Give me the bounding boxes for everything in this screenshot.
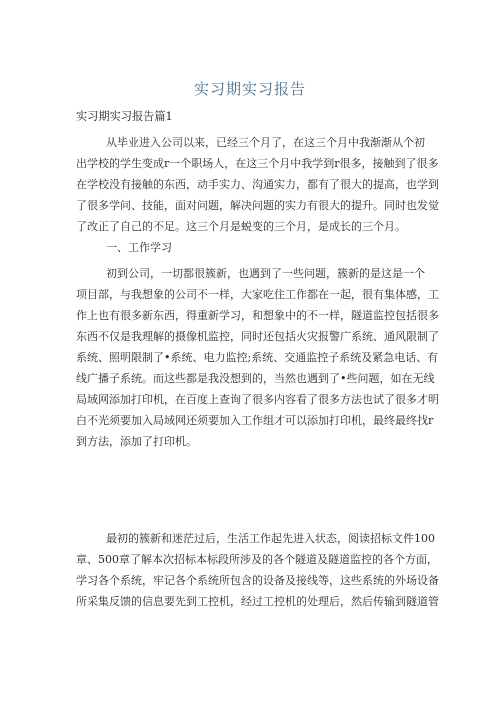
document-subtitle: 实习期实习报告篇1: [76, 110, 173, 123]
paragraph-line: 在学校没有接触的东西，动手实力、沟通实力，都有了很大的提高，也学到: [76, 178, 439, 191]
paragraph-line: 项目部，与我想象的公司不一样，大家吃住工作都在一起，很有集体感，工: [76, 288, 439, 301]
paragraph-line: 线广播子系统。而这些都是我没想到的，当然也遇到了•些问题，如在无线: [76, 372, 435, 385]
paragraph-3: [76, 528, 439, 612]
paragraph-line: 白不光须要加入局域网还须要加入工作组才可以添加打印机，最终最终找r: [76, 414, 434, 427]
section-heading-1: [76, 237, 426, 258]
paragraph-line: 最初的簇新和迷茫过后，生活工作起先进入状态，阅读招标文件100: [106, 532, 435, 545]
paragraph-line: 从毕业进入公司以来，已经三个月了，在这三个月中我渐渐从个初: [106, 136, 425, 149]
paragraph-line: 作上也有很多新东西，得重新学习，和想象中的不一样，隧道监控包括很多: [76, 309, 439, 322]
paragraph-line: 出学校的学生变成r一个职场人，在这三个月中我学到r很多，接触到了很多: [76, 157, 439, 170]
paragraph-line: 章、500章了解本次招标本标段所涉及的各个隧道及隧道监控的各个方面，: [76, 553, 438, 566]
paragraph-line: 初到公司，一切都很簇新，也遇到了一些问题，簇新的是这是一个: [106, 267, 425, 280]
paragraph-line: 学习各个系统，牢记各个系统所包含的设备及接线等，这些系统的外场设备: [76, 574, 439, 587]
section-heading-text: 一、工作学习: [106, 241, 172, 254]
paragraph-1: [76, 132, 439, 237]
paragraph-line: 系统、照明限制了•系统、电力监控;系统、交通监控子系统及紧急电话、有: [76, 351, 439, 364]
paragraph-line: 所采集反馈的信息要先到工控机，经过工控机的处理后，然后传输到隧道管: [76, 595, 439, 608]
paragraph-line: 局域网添加打印机，在百度上查询了很多内容看了很多方法也试了很多才明: [76, 393, 439, 406]
paragraph-line: 东西不仅是我理解的摄像机监控，同时还包括火灾报警广系统、通风限制了: [76, 330, 439, 343]
paragraph-line: 到方法，添加了打印机。: [76, 435, 197, 448]
document-title: 实习期实习报告: [193, 80, 306, 98]
paragraph-line: 了改正了自己的不足。这三个月是蜕变的三个月，是成长的三个月。: [76, 220, 406, 233]
paragraph-2: [76, 263, 439, 452]
paragraph-line: 了很多学问、技能，面对问题，解决问题的实力有很大的提升。同时也发觉: [76, 199, 439, 212]
